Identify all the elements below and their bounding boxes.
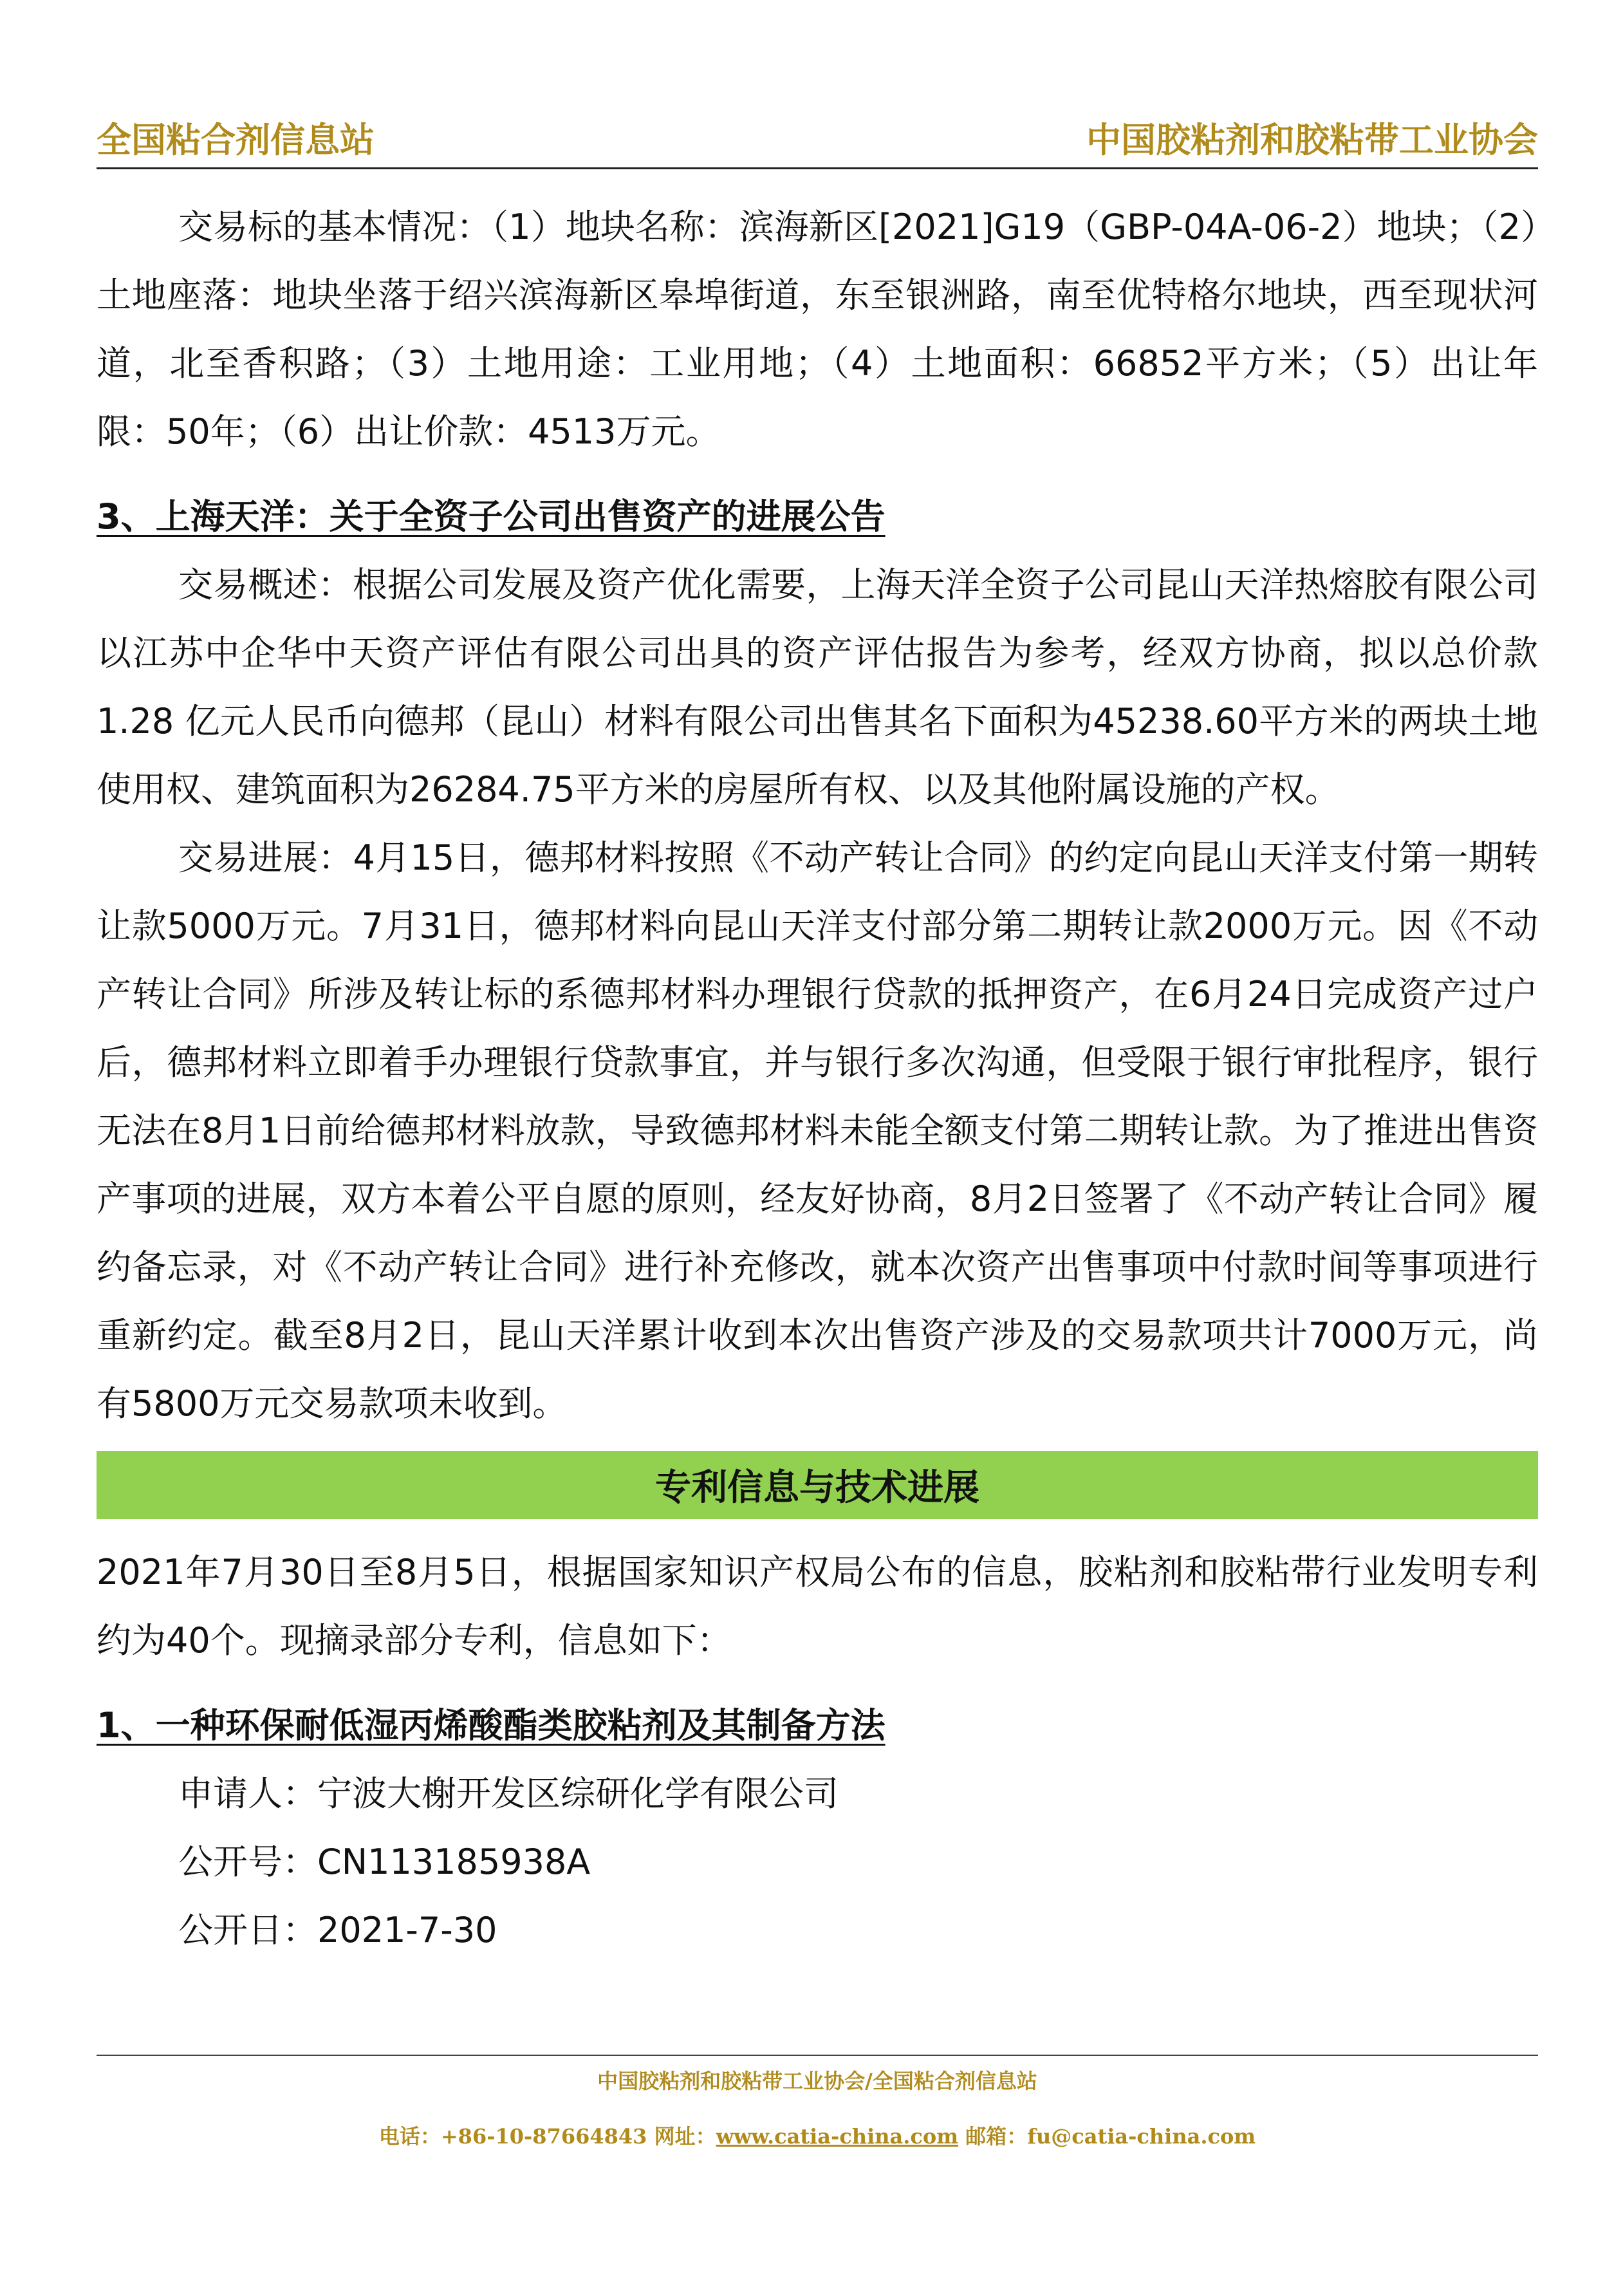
page-footer [97, 2055, 1538, 2150]
section-banner [97, 1451, 1538, 1519]
section-heading-3 [97, 483, 1538, 551]
patent-heading-1 [97, 1692, 1538, 1760]
patent-publication-number: 公开号：CN113185938A [178, 1842, 591, 1882]
paragraph-transaction-progress: 交易进展：4月15日，德邦材料按照《不动产转让合同》的约定向昆山天洋支付第一期转让款5000万元。7月31日，德邦材料向昆山天洋支付部分第二期转让款2000万元。因《不动产转让合同》所涉及转让标的系德邦材料办理银行贷款的抵押资产，在6月24日完成资产过户后，德邦材料立即着手办理银行贷款事宜，并与银行多次沟通，但受限于银行审批程序，银行无法在8月1日前给德邦材料放款，导致德邦材料未能全额支付第二期转让款。为了推进出售资产事项的进展，双方本着公平自愿的原则，经友好协商，8月2日签署了《不动产转让合同》履约备忘录，对《不动产转让合同》进行补充修改，就本次资产出售事项中付款时间等事项进行重新约定。截至8月2日，昆山天洋累计收到本次出售资产涉及的交易款项共计7000万元，尚有5800万元交易款项未收到。 [97, 837, 1538, 1424]
header-left-title: 全国粘合剂信息站 [97, 120, 375, 160]
paragraph-transaction-overview: 交易概述：根据公司发展及资产优化需要，上海天洋全资子公司昆山天洋热熔胶有限公司以江苏中企华中天资产评估有限公司出具的资产评估报告为参考，经双方协商，拟以总价款 1.28 亿元人民币向德邦（昆山）材料有限公司出售其名下面积为45238.60平方米的两块土地使用权、建筑面积为26284.75平方米的房屋所有权、以及其他附属设施的产权。 [97, 565, 1538, 810]
paragraph-patent-intro: 2021年7月30日至8月5日，根据国家知识产权局公布的信息，胶粘剂和胶粘带行业发明专利约为40个。现摘录部分专利，信息如下： [97, 1552, 1538, 1661]
footer-website-link[interactable]: www.catia-china.com [716, 2124, 959, 2149]
section-banner-title: 专利信息与技术进展 [655, 1467, 979, 1509]
page-content [97, 193, 1538, 1965]
header-right-title: 中国胶粘剂和胶粘带工业协会 [1086, 120, 1538, 160]
section-heading-3-text: 3、上海天洋：关于全资子公司出售资产的进展公告 [97, 496, 886, 537]
footer-email-label: 邮箱： [958, 2124, 1028, 2149]
patent-applicant: 申请人：宁波大榭开发区综研化学有限公司 [178, 1773, 839, 1814]
footer-phone: 电话：+86-10-87664843 网址： [378, 2124, 716, 2149]
footer-organization: 中国胶粘剂和胶粘带工业协会/全国粘合剂信息站 [597, 2069, 1037, 2093]
page-header [97, 117, 1538, 169]
footer-contact [97, 2120, 1538, 2150]
paragraph-land-details: 交易标的基本情况：（1）地块名称：滨海新区[2021]G19（GBP-04A-06-2）地块；（2）土地座落：地块坐落于绍兴滨海新区皋埠街道，东至银洲路，南至优特格尔地块，西至现状河道，北至香积路；（3）土地用途：工业用地；（4）土地面积：66852平方米；（5）出让年限：50年；（6）出让价款：4513万元。 [97, 207, 1538, 452]
patent-heading-1-text: 1、一种环保耐低湿丙烯酸酯类胶粘剂及其制备方法 [97, 1705, 886, 1746]
footer-email[interactable]: fu@catia-china.com [1027, 2124, 1256, 2149]
patent-publication-date: 公开日：2021-7-30 [178, 1910, 497, 1950]
